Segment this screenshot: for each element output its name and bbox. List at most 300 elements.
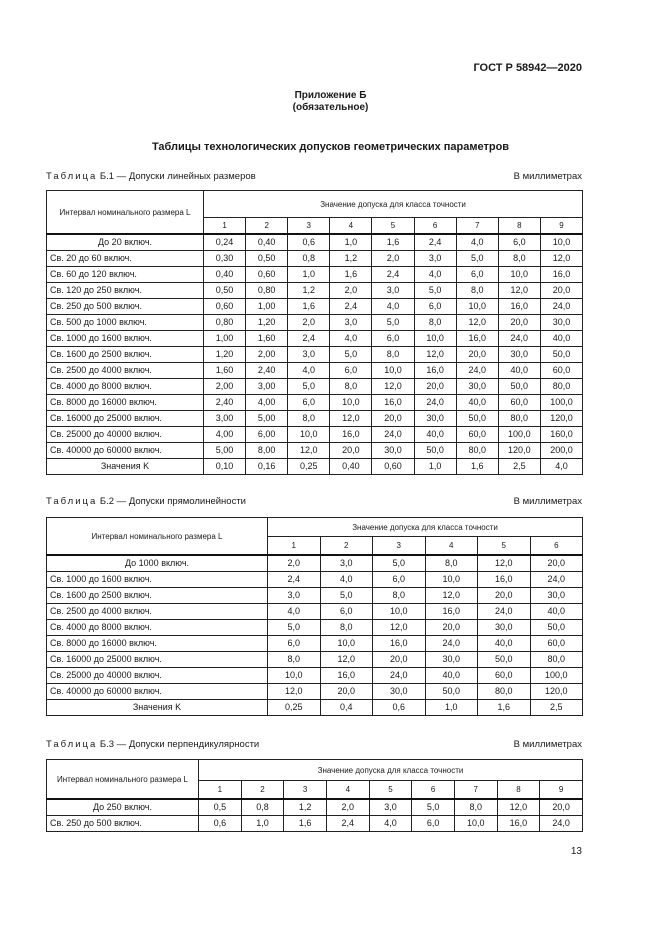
caption-text: Б.2 — Допуски прямолинейности <box>97 496 246 507</box>
tolerance-value: 8,0 <box>330 379 372 395</box>
k-value: 0,25 <box>268 700 321 716</box>
tolerance-value: 3,0 <box>372 283 414 299</box>
tolerance-value: 1,6 <box>372 234 414 251</box>
tolerance-value: 3,0 <box>320 555 373 572</box>
row-label: Св. 250 до 500 включ. <box>47 299 204 315</box>
table-row <box>47 555 583 572</box>
tolerance-value: 40,0 <box>456 395 498 411</box>
accuracy-class-header: 1 <box>268 537 321 556</box>
tolerance-value: 0,80 <box>204 315 246 331</box>
row-label: Св. 2500 до 4000 включ. <box>47 604 268 620</box>
accuracy-class-header: 5 <box>372 218 414 235</box>
tolerance-value: 5,0 <box>320 588 373 604</box>
tolerance-value: 2,4 <box>268 572 321 588</box>
tolerance-value: 40,0 <box>498 363 540 379</box>
accuracy-class-header: 2 <box>320 537 373 556</box>
tolerance-value: 12,0 <box>320 652 373 668</box>
tolerance-value: 10,0 <box>288 427 330 443</box>
tolerance-value: 100,0 <box>540 395 582 411</box>
tolerance-table-b1 <box>46 190 583 475</box>
tolerance-value: 6,0 <box>498 234 540 251</box>
tolerance-value: 24,0 <box>478 604 531 620</box>
row-label: Св. 1000 до 1600 включ. <box>47 331 204 347</box>
tolerance-value: 5,0 <box>456 251 498 267</box>
tolerance-value: 8,0 <box>425 555 478 572</box>
tolerance-value: 50,0 <box>498 379 540 395</box>
tolerance-table-b2 <box>46 517 583 716</box>
accuracy-class-header: 5 <box>478 537 531 556</box>
tolerance-value: 20,0 <box>320 684 373 700</box>
tolerance-value: 10,0 <box>540 234 582 251</box>
tolerance-value: 6,0 <box>414 299 456 315</box>
column-header-group: Значение допуска для класса точности <box>268 518 583 537</box>
accuracy-class-header: 7 <box>454 781 497 800</box>
tolerance-value: 16,0 <box>456 331 498 347</box>
tolerance-value: 10,0 <box>456 299 498 315</box>
tolerance-value: 3,00 <box>204 411 246 427</box>
tolerance-value: 40,0 <box>414 427 456 443</box>
caption-prefix: Таблица <box>46 739 98 750</box>
table-row <box>47 234 583 251</box>
tolerance-value: 30,0 <box>373 684 426 700</box>
row-label: Св. 25000 до 40000 включ. <box>47 668 268 684</box>
column-header-group: Значение допуска для класса точности <box>204 191 583 218</box>
table-row <box>47 283 583 299</box>
tolerance-value: 50,0 <box>414 443 456 459</box>
units-label-b3: В миллиметрах <box>513 739 582 750</box>
tolerance-value: 1,20 <box>204 347 246 363</box>
row-label: Св. 250 до 500 включ. <box>47 816 199 832</box>
accuracy-class-header: 9 <box>540 781 583 800</box>
header-row <box>47 518 583 537</box>
tolerance-value: 24,0 <box>414 395 456 411</box>
column-header-interval: Интервал номинального размера L <box>47 518 268 556</box>
tolerance-value: 5,0 <box>414 283 456 299</box>
tolerance-value: 20,0 <box>530 555 583 572</box>
tolerance-value: 40,0 <box>478 636 531 652</box>
tolerance-value: 0,30 <box>204 251 246 267</box>
caption-prefix: Таблица <box>46 171 98 182</box>
tolerance-value: 12,0 <box>497 799 540 816</box>
table-row <box>47 443 583 459</box>
tolerance-value: 16,0 <box>498 299 540 315</box>
tolerance-value: 0,50 <box>246 251 288 267</box>
tolerance-value: 12,0 <box>330 411 372 427</box>
tolerance-value: 8,0 <box>373 588 426 604</box>
tolerance-value: 10,0 <box>454 816 497 832</box>
tolerance-value: 24,0 <box>530 572 583 588</box>
tolerance-value: 4,0 <box>268 604 321 620</box>
tolerance-value: 10,0 <box>414 331 456 347</box>
header-row <box>47 191 583 218</box>
tolerance-value: 3,0 <box>369 799 412 816</box>
table-row <box>47 347 583 363</box>
tolerance-value: 2,0 <box>288 315 330 331</box>
tolerance-value: 4,00 <box>204 427 246 443</box>
tolerance-value: 4,0 <box>330 331 372 347</box>
row-label: Св. 20 до 60 включ. <box>47 251 204 267</box>
tolerance-value: 100,0 <box>498 427 540 443</box>
tolerance-value: 30,0 <box>456 379 498 395</box>
k-value: 0,60 <box>372 459 414 475</box>
accuracy-class-header: 8 <box>498 218 540 235</box>
accuracy-class-header: 3 <box>373 537 426 556</box>
tolerance-value: 0,80 <box>246 283 288 299</box>
tolerance-value: 10,0 <box>498 267 540 283</box>
tolerance-value: 0,60 <box>246 267 288 283</box>
row-label: Св. 500 до 1000 включ. <box>47 315 204 331</box>
accuracy-class-header: 6 <box>530 537 583 556</box>
caption-text: Б.3 — Допуски перпендикулярности <box>97 739 260 750</box>
tolerance-value: 1,20 <box>246 315 288 331</box>
table-row <box>47 604 583 620</box>
accuracy-class-header: 1 <box>199 781 242 800</box>
table-row <box>47 379 583 395</box>
tolerance-value: 80,0 <box>478 684 531 700</box>
tolerance-value: 6,0 <box>288 395 330 411</box>
tolerance-value: 0,40 <box>246 234 288 251</box>
tolerance-value: 6,0 <box>412 816 455 832</box>
accuracy-class-header: 3 <box>284 781 327 800</box>
row-label: Значения K <box>47 459 204 475</box>
k-value: 4,0 <box>540 459 582 475</box>
tolerance-value: 40,0 <box>540 331 582 347</box>
tolerance-value: 1,60 <box>204 363 246 379</box>
tolerance-value: 20,0 <box>478 588 531 604</box>
tolerance-value: 100,0 <box>530 668 583 684</box>
tolerance-value: 5,0 <box>373 555 426 572</box>
row-label: Св. 40000 до 60000 включ. <box>47 443 204 459</box>
column-header-group: Значение допуска для класса точности <box>199 760 583 781</box>
tolerance-value: 4,00 <box>246 395 288 411</box>
tolerance-value: 80,0 <box>530 652 583 668</box>
tolerance-value: 8,0 <box>268 652 321 668</box>
tolerance-value: 8,0 <box>414 315 456 331</box>
table-row <box>47 816 583 832</box>
row-label: Св. 1600 до 2500 включ. <box>47 347 204 363</box>
tolerance-value: 2,40 <box>204 395 246 411</box>
tolerance-value: 1,6 <box>330 267 372 283</box>
row-label: До 20 включ. <box>47 234 204 251</box>
accuracy-class-header: 3 <box>288 218 330 235</box>
row-label: Св. 16000 до 25000 включ. <box>47 411 204 427</box>
k-value: 0,16 <box>246 459 288 475</box>
tolerance-value: 6,0 <box>330 363 372 379</box>
tolerance-value: 40,0 <box>530 604 583 620</box>
row-label: Св. 16000 до 25000 включ. <box>47 652 268 668</box>
accuracy-class-header: 5 <box>369 781 412 800</box>
table-row <box>47 331 583 347</box>
k-value: 2,5 <box>498 459 540 475</box>
tolerance-value: 30,0 <box>540 315 582 331</box>
tolerance-value: 24,0 <box>540 816 583 832</box>
table-row <box>47 251 583 267</box>
tolerance-value: 12,0 <box>372 379 414 395</box>
column-header-interval: Интервал номинального размера L <box>47 191 204 235</box>
tolerance-value: 120,0 <box>498 443 540 459</box>
k-value: 1,6 <box>478 700 531 716</box>
tolerance-value: 20,0 <box>540 283 582 299</box>
tolerance-value: 0,6 <box>288 234 330 251</box>
tolerance-value: 2,0 <box>326 799 369 816</box>
tolerance-value: 160,0 <box>540 427 582 443</box>
tolerance-value: 0,24 <box>204 234 246 251</box>
appendix-title: Приложение Б <box>294 90 367 101</box>
tolerance-value: 16,0 <box>425 604 478 620</box>
tolerance-value: 80,0 <box>456 443 498 459</box>
tolerance-value: 4,0 <box>372 299 414 315</box>
tolerance-table-b3 <box>46 759 583 832</box>
tolerance-value: 12,0 <box>268 684 321 700</box>
accuracy-class-header: 6 <box>414 218 456 235</box>
row-label: Св. 2500 до 4000 включ. <box>47 363 204 379</box>
table-row <box>47 572 583 588</box>
tolerance-value: 8,0 <box>456 283 498 299</box>
row-label: Св. 1600 до 2500 включ. <box>47 588 268 604</box>
tolerance-value: 30,0 <box>425 652 478 668</box>
tolerance-value: 30,0 <box>372 443 414 459</box>
k-value: 2,5 <box>530 700 583 716</box>
tolerance-value: 3,0 <box>268 588 321 604</box>
tolerance-value: 20,0 <box>540 799 583 816</box>
table-caption-b1 <box>46 171 256 182</box>
tolerance-value: 4,0 <box>288 363 330 379</box>
k-values-row <box>47 700 583 716</box>
tolerance-value: 4,0 <box>369 816 412 832</box>
tolerance-value: 20,0 <box>373 652 426 668</box>
row-label: Св. 4000 до 8000 включ. <box>47 379 204 395</box>
k-value: 0,10 <box>204 459 246 475</box>
row-label: Св. 8000 до 16000 включ. <box>47 636 268 652</box>
tolerance-value: 3,0 <box>288 347 330 363</box>
tolerance-value: 30,0 <box>478 620 531 636</box>
tolerance-value: 16,0 <box>330 427 372 443</box>
tolerance-value: 12,0 <box>456 315 498 331</box>
appendix-heading <box>0 90 661 114</box>
tolerance-value: 30,0 <box>414 411 456 427</box>
tolerance-value: 20,0 <box>425 620 478 636</box>
tolerance-value: 0,50 <box>204 283 246 299</box>
tolerance-value: 24,0 <box>456 363 498 379</box>
tolerance-value: 8,0 <box>498 251 540 267</box>
tolerance-value: 2,40 <box>246 363 288 379</box>
tolerance-value: 1,2 <box>288 283 330 299</box>
tolerance-value: 10,0 <box>372 363 414 379</box>
accuracy-class-header: 8 <box>497 781 540 800</box>
page-number: 13 <box>570 846 582 857</box>
tolerance-value: 3,0 <box>330 315 372 331</box>
tolerance-value: 2,4 <box>330 299 372 315</box>
tolerance-value: 30,0 <box>498 347 540 363</box>
tolerance-value: 16,0 <box>373 636 426 652</box>
tolerance-value: 5,0 <box>288 379 330 395</box>
tolerance-value: 12,0 <box>540 251 582 267</box>
tolerance-value: 4,0 <box>320 572 373 588</box>
row-label: Значения K <box>47 700 268 716</box>
table-row <box>47 395 583 411</box>
tolerance-value: 16,0 <box>478 572 531 588</box>
tolerance-value: 60,0 <box>530 636 583 652</box>
k-value: 0,25 <box>288 459 330 475</box>
tolerance-value: 4,0 <box>456 234 498 251</box>
tolerance-value: 24,0 <box>498 331 540 347</box>
tolerance-value: 2,4 <box>326 816 369 832</box>
tolerance-value: 60,0 <box>498 395 540 411</box>
tolerance-value: 1,2 <box>330 251 372 267</box>
tolerance-value: 20,0 <box>414 379 456 395</box>
tolerance-value: 6,0 <box>456 267 498 283</box>
tolerance-value: 1,2 <box>284 799 327 816</box>
tolerance-value: 0,6 <box>199 816 242 832</box>
tolerance-value: 24,0 <box>425 636 478 652</box>
table-row <box>47 636 583 652</box>
tolerance-value: 80,0 <box>540 379 582 395</box>
tolerance-value: 12,0 <box>373 620 426 636</box>
tolerance-value: 8,0 <box>320 620 373 636</box>
tolerance-value: 120,0 <box>530 684 583 700</box>
caption-text: Б.1 — Допуски линейных размеров <box>97 171 256 182</box>
tolerance-value: 60,0 <box>478 668 531 684</box>
accuracy-class-header: 9 <box>540 218 582 235</box>
row-label: До 250 включ. <box>47 799 199 816</box>
table-row <box>47 652 583 668</box>
tolerance-value: 10,0 <box>268 668 321 684</box>
tolerance-value: 20,0 <box>456 347 498 363</box>
tolerance-value: 5,0 <box>330 347 372 363</box>
tolerance-value: 20,0 <box>330 443 372 459</box>
tolerance-value: 2,0 <box>268 555 321 572</box>
tolerance-value: 1,00 <box>246 299 288 315</box>
units-label-b2: В миллиметрах <box>513 496 582 507</box>
tolerance-value: 2,00 <box>246 347 288 363</box>
table-row <box>47 427 583 443</box>
table-caption-b2 <box>46 496 246 507</box>
k-value: 0,4 <box>320 700 373 716</box>
tolerance-value: 8,00 <box>246 443 288 459</box>
accuracy-class-header: 4 <box>326 781 369 800</box>
tolerance-value: 6,00 <box>246 427 288 443</box>
table-row <box>47 668 583 684</box>
accuracy-class-header: 4 <box>425 537 478 556</box>
header-row <box>47 760 583 781</box>
accuracy-class-header: 1 <box>204 218 246 235</box>
tolerance-value: 24,0 <box>540 299 582 315</box>
tolerance-value: 1,00 <box>204 331 246 347</box>
k-values-row <box>47 459 583 475</box>
tolerance-value: 0,5 <box>199 799 242 816</box>
tolerance-value: 2,4 <box>414 234 456 251</box>
table-row <box>47 588 583 604</box>
tolerance-value: 16,0 <box>497 816 540 832</box>
tolerance-value: 30,0 <box>530 588 583 604</box>
tolerance-value: 5,0 <box>372 315 414 331</box>
column-header-interval: Интервал номинального размера L <box>47 760 199 800</box>
accuracy-class-header: 7 <box>456 218 498 235</box>
tolerance-value: 6,0 <box>320 604 373 620</box>
tolerance-value: 50,0 <box>478 652 531 668</box>
tolerance-value: 24,0 <box>373 668 426 684</box>
tolerance-value: 12,0 <box>425 588 478 604</box>
tolerance-value: 0,8 <box>241 799 284 816</box>
table-row <box>47 299 583 315</box>
tolerance-value: 12,0 <box>288 443 330 459</box>
row-label: Св. 8000 до 16000 включ. <box>47 395 204 411</box>
tolerance-value: 60,0 <box>540 363 582 379</box>
tolerance-value: 0,8 <box>288 251 330 267</box>
tolerance-value: 24,0 <box>372 427 414 443</box>
row-label: До 1000 включ. <box>47 555 268 572</box>
tolerance-value: 1,60 <box>246 331 288 347</box>
row-label: Св. 25000 до 40000 включ. <box>47 427 204 443</box>
tolerance-value: 5,0 <box>412 799 455 816</box>
row-label: Св. 40000 до 60000 включ. <box>47 684 268 700</box>
tolerance-value: 120,0 <box>540 411 582 427</box>
table-row <box>47 684 583 700</box>
tolerance-value: 50,0 <box>540 347 582 363</box>
page-title: Таблицы технологических допусков геометрических параметров <box>151 141 510 153</box>
tolerance-value: 6,0 <box>373 572 426 588</box>
tolerance-value: 80,0 <box>498 411 540 427</box>
row-label: Св. 120 до 250 включ. <box>47 283 204 299</box>
tolerance-value: 4,0 <box>414 267 456 283</box>
k-value: 1,0 <box>414 459 456 475</box>
caption-prefix: Таблица <box>46 496 98 507</box>
tolerance-value: 10,0 <box>373 604 426 620</box>
tolerance-value: 2,4 <box>288 331 330 347</box>
tolerance-value: 2,4 <box>372 267 414 283</box>
accuracy-class-header: 2 <box>246 218 288 235</box>
tolerance-value: 3,0 <box>414 251 456 267</box>
tolerance-value: 1,0 <box>241 816 284 832</box>
tolerance-value: 8,0 <box>288 411 330 427</box>
tolerance-value: 1,6 <box>288 299 330 315</box>
tolerance-value: 16,0 <box>414 363 456 379</box>
units-label-b1: В миллиметрах <box>513 171 582 182</box>
tolerance-value: 1,0 <box>288 267 330 283</box>
tolerance-value: 16,0 <box>372 395 414 411</box>
tolerance-value: 2,0 <box>330 283 372 299</box>
tolerance-value: 50,0 <box>425 684 478 700</box>
k-value: 0,6 <box>373 700 426 716</box>
tolerance-value: 10,0 <box>320 636 373 652</box>
tolerance-value: 8,0 <box>372 347 414 363</box>
tolerance-value: 3,00 <box>246 379 288 395</box>
tolerance-value: 0,60 <box>204 299 246 315</box>
tolerance-value: 50,0 <box>456 411 498 427</box>
tolerance-value: 5,0 <box>268 620 321 636</box>
k-value: 1,0 <box>425 700 478 716</box>
k-value: 0,40 <box>330 459 372 475</box>
accuracy-class-header: 6 <box>412 781 455 800</box>
tolerance-value: 5,00 <box>204 443 246 459</box>
table-row <box>47 799 583 816</box>
tolerance-value: 12,0 <box>414 347 456 363</box>
table-row <box>47 267 583 283</box>
accuracy-class-header: 2 <box>241 781 284 800</box>
tolerance-value: 5,00 <box>246 411 288 427</box>
tolerance-value: 8,0 <box>454 799 497 816</box>
tolerance-value: 12,0 <box>498 283 540 299</box>
accuracy-class-header: 4 <box>330 218 372 235</box>
table-row <box>47 620 583 636</box>
tolerance-value: 6,0 <box>372 331 414 347</box>
tolerance-value: 10,0 <box>425 572 478 588</box>
tolerance-value: 2,00 <box>204 379 246 395</box>
tolerance-value: 12,0 <box>478 555 531 572</box>
tolerance-value: 40,0 <box>425 668 478 684</box>
row-label: Св. 60 до 120 включ. <box>47 267 204 283</box>
tolerance-value: 60,0 <box>456 427 498 443</box>
